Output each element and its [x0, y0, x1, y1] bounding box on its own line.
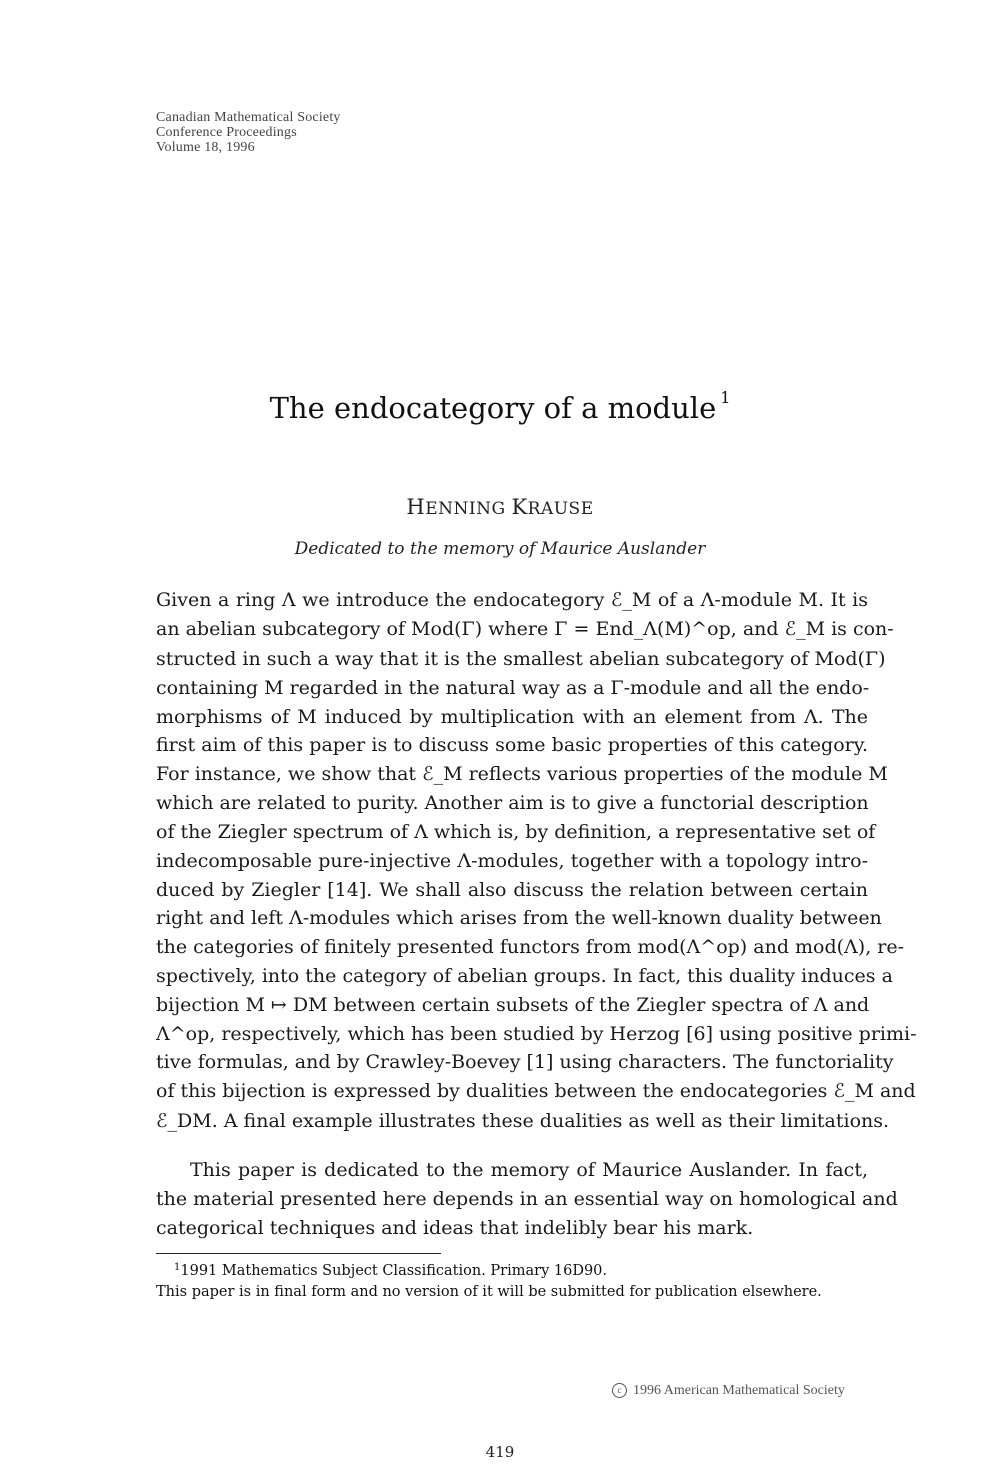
paper-title — [0, 388, 1000, 425]
dedication-line: Dedicated to the memory of Maurice Auslander — [294, 539, 706, 559]
abstract-line: Λ^op, respectively, which has been studied by Herzog [6] using positive primi- — [156, 1023, 917, 1045]
title-footnote-mark: 1 — [720, 388, 731, 407]
page-number: 419 — [485, 1443, 515, 1461]
copyright-icon: c — [612, 1383, 627, 1398]
proceedings-label: Conference Proceedings — [156, 125, 297, 140]
abstract-line: structed in such a way that it is the smallest abelian subcategory of Mod(Γ) — [156, 648, 886, 670]
abstract-line: ℰ_DM. A final example illustrates these dualities as well as their limitations. — [156, 1110, 890, 1132]
abstract-line: spectively, into the category of abelian groups. In fact, this duality induces a — [156, 965, 893, 987]
journal-name: Canadian Mathematical Society — [156, 110, 341, 125]
abstract-line: Given a ring Λ we introduce the endocategory ℰ_M of a Λ-module M. It is — [156, 589, 868, 611]
abstract-line: duced by Ziegler [14]. We shall also discuss the relation between certain — [156, 879, 868, 901]
abstract-line: indecomposable pure-injective Λ-modules, together with a topology intro- — [156, 850, 868, 872]
abstract-line: an abelian subcategory of Mod(Γ) where Γ = End_Λ(M)^op, and ℰ_M is con- — [156, 618, 894, 640]
abstract-line: For instance, we show that ℰ_M reflects various properties of the module M — [156, 763, 888, 785]
abstract-line: of the Ziegler spectrum of Λ which is, by definition, a representative set of — [156, 821, 876, 843]
footnote-classification — [174, 1259, 607, 1280]
abstract-line: bijection M ↦ DM between certain subsets of the Ziegler spectra of Λ and — [156, 994, 870, 1016]
footnote-mark: 1 — [174, 1262, 181, 1273]
volume-label: Volume 18, 1996 — [156, 140, 255, 155]
abstract-line: morphisms of M induced by multiplication with an element from Λ. The — [156, 706, 868, 728]
copyright-text: 1996 American Mathematical Society — [633, 1383, 845, 1398]
abstract-line: first aim of this paper is to discuss some basic properties of this category. — [156, 734, 868, 756]
abstract-line: tive formulas, and by Crawley-Boevey [1] using characters. The functoriality — [156, 1051, 894, 1073]
abstract-line: containing M regarded in the natural way as a Γ-module and all the endo- — [156, 677, 870, 699]
footnote-rule — [156, 1253, 441, 1254]
footnote-classification-text: 1991 Mathematics Subject Classification. Primary 16D90. — [180, 1263, 608, 1279]
author-last-initial: K — [511, 495, 528, 519]
copyright-notice — [612, 1383, 845, 1399]
dedication-paragraph-line: the material presented here depends in an essential way on homological and — [156, 1188, 898, 1210]
author-last-rest: RAUSE — [527, 499, 594, 519]
title-text: The endocategory of a module — [269, 391, 717, 425]
author-first-initial: H — [406, 495, 426, 519]
abstract-line: right and left Λ-modules which arises from the well-known duality between — [156, 907, 882, 929]
author-name — [0, 495, 1000, 519]
dedication-paragraph-line: This paper is dedicated to the memory of Maurice Auslander. In fact, — [190, 1159, 868, 1181]
author-first-rest: ENNING — [425, 499, 506, 519]
abstract-line: which are related to purity. Another aim is to give a functorial description — [156, 792, 869, 814]
footnote-final-form: This paper is in final form and no version of it will be submitted for publication elsewhere. — [156, 1284, 822, 1300]
abstract-line: the categories of finitely presented functors from mod(Λ^op) and mod(Λ), re- — [156, 936, 905, 958]
dedication-paragraph-line: categorical techniques and ideas that indelibly bear his mark. — [156, 1217, 754, 1239]
abstract-line: of this bijection is expressed by dualities between the endocategories ℰ_M and — [156, 1080, 916, 1102]
